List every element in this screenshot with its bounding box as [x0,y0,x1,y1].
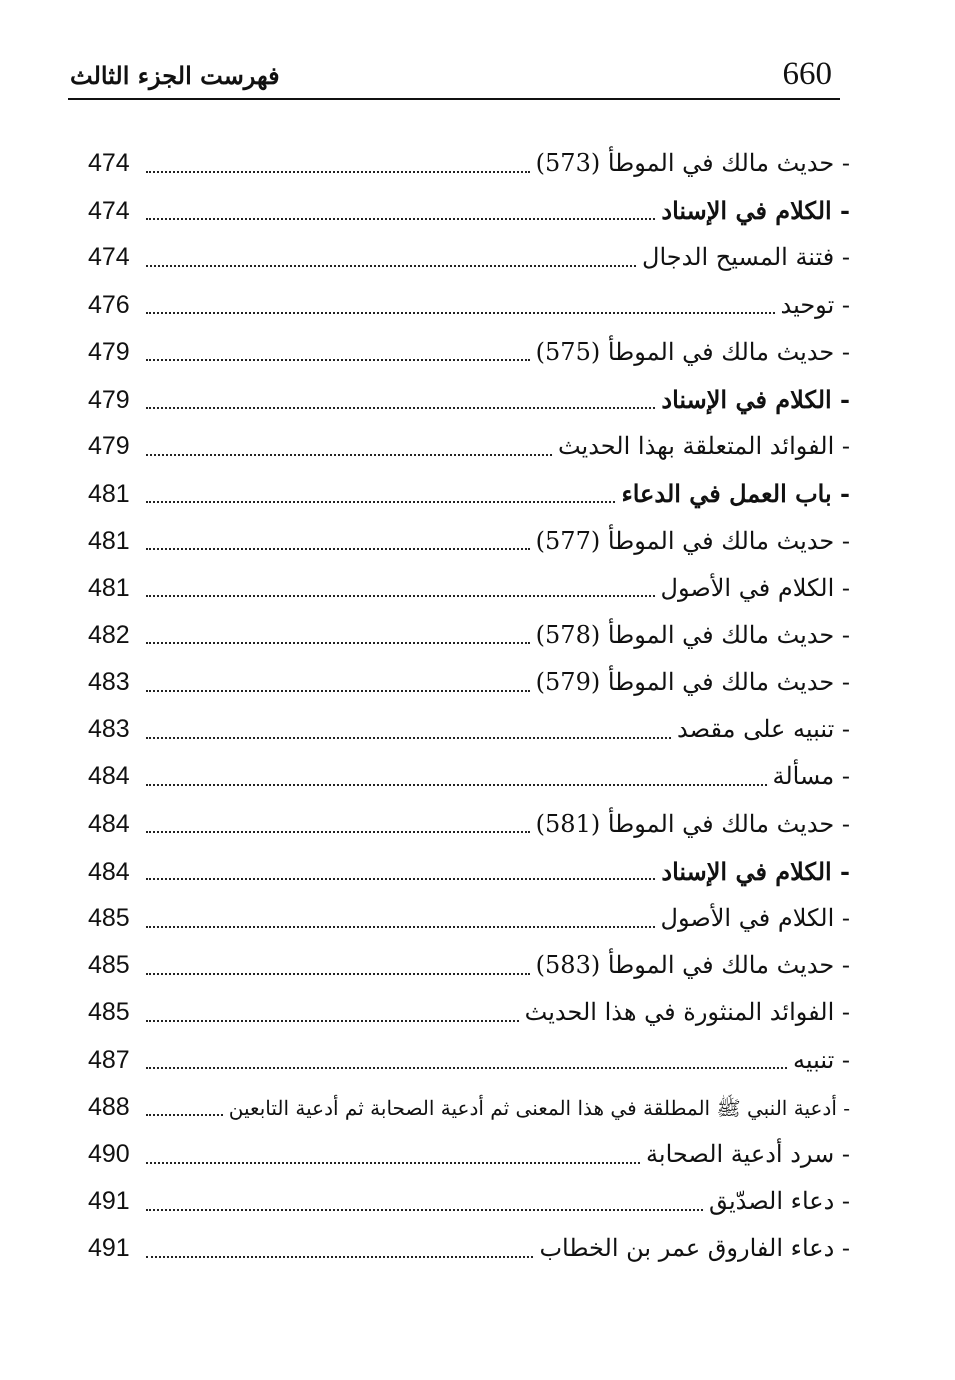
toc-entry-title: - الكلام في الأصول [660,573,850,602]
toc-entry-page: 485 [88,998,130,1027]
toc-entry-title: - الكلام في الأصول [660,904,850,932]
toc-entry-title: - الكلام في الإسناد [661,196,850,226]
dot-leader [146,218,655,220]
toc-entry [88,989,850,1036]
toc-entry [88,801,850,848]
dot-leader [146,737,671,739]
toc-entry-page: 485 [88,951,130,980]
toc-entry-page: 484 [88,809,130,838]
toc-entry-page: 484 [88,857,130,886]
toc-entry-title: - حديث مالك في الموطأ (578) [535,620,850,649]
toc-entry-title: - دعاء الصدّيق [708,1187,850,1216]
toc-entry [88,565,850,612]
toc-entry-title: - الفوائد المتعلقة بهذا الحديث [557,432,850,461]
toc-entry [88,423,850,470]
toc-entry [88,282,850,329]
dot-leader [146,501,615,503]
dot-leader [146,1114,223,1116]
dot-leader [146,1162,640,1164]
toc-entry-title: - الفوائد المنثورة في هذا الحديث [524,998,850,1027]
toc-entry-page: 490 [88,1139,130,1168]
dot-leader [146,1020,519,1022]
toc-entry [88,470,850,517]
toc-entry [88,187,850,234]
toc-entry-title: - الكلام في الإسناد [661,856,850,886]
page-number: 660 [782,56,832,92]
toc-entry-page: 488 [88,1092,130,1121]
dot-leader [146,926,655,928]
toc-entry [88,1225,850,1272]
toc-entry [88,518,850,565]
toc-entry-title: - فتنة المسيح الدجال [642,243,850,272]
dot-leader [146,407,655,409]
toc-entry-page: 483 [88,715,130,744]
dot-leader [146,1067,787,1069]
toc-entry-title: - حديث مالك في الموطأ (579) [535,668,850,697]
toc-entry-page: 482 [88,620,130,649]
toc-entry-page: 483 [88,668,130,697]
toc-entry [88,234,850,281]
dot-leader [146,690,530,692]
dot-leader [146,973,530,975]
page-header [68,48,840,100]
dot-leader [146,595,655,597]
toc-entry-title: - سرد أدعية الصحابة [646,1139,850,1168]
table-of-contents [88,140,850,1273]
toc-entry-title: - توحيد [780,290,850,319]
toc-entry [88,942,850,989]
toc-entry-title: - حديث مالك في الموطأ (583) [535,951,850,980]
toc-entry [88,895,850,942]
toc-entry-title: - حديث مالك في الموطأ (581) [535,809,850,838]
toc-entry [88,376,850,423]
toc-entry-page: 476 [88,290,130,319]
dot-leader [146,642,530,644]
toc-entry-title: - مسألة [772,762,850,791]
toc-entry [88,848,850,895]
dot-leader [146,878,655,880]
toc-entry [88,140,850,187]
dot-leader [146,784,767,786]
dot-leader [146,171,530,173]
toc-entry-page: 481 [88,480,130,509]
toc-entry-page: 474 [88,149,130,177]
toc-entry-page: 479 [88,432,130,461]
toc-entry [88,1037,850,1084]
toc-entry-title: - الكلام في الإسناد [661,384,850,414]
toc-entry-page: 481 [88,526,130,555]
dot-leader [146,454,552,456]
toc-entry-title: - تنبيه [792,1045,850,1074]
toc-entry-page: 485 [88,904,130,932]
toc-entry-title: - تنبيه على مقصد [677,715,850,744]
toc-entry-page: 479 [88,337,130,366]
dot-leader [146,312,775,314]
toc-entry-title: - حديث مالك في الموطأ (575) [535,337,850,366]
dot-leader [146,1209,703,1211]
dot-leader [146,1256,533,1258]
toc-entry-title: - حديث مالك في الموطأ (577) [535,526,850,555]
dot-leader [146,359,530,361]
toc-entry-title: - باب العمل في الدعاء [621,479,850,509]
toc-entry [88,753,850,800]
toc-entry [88,659,850,706]
toc-entry [88,1178,850,1225]
toc-entry [88,1084,850,1131]
toc-entry-title: - أدعية النبي ﷺ المطلقة في هذا المعنى ثم أدعية الصحابة ثم أدعية التابعين [228,1095,850,1120]
running-title: فهرست الجزء الثالث [70,61,280,90]
toc-entry [88,1131,850,1178]
toc-entry [88,612,850,659]
toc-entry-page: 487 [88,1045,130,1074]
toc-entry-page: 491 [88,1234,130,1263]
toc-entry-title: - حديث مالك في الموطأ (573) [535,149,850,177]
toc-entry-page: 484 [88,762,130,791]
toc-entry-title: - دعاء الفاروق عمر بن الخطاب [539,1234,850,1263]
toc-entry [88,706,850,753]
toc-entry-page: 481 [88,573,130,602]
dot-leader [146,265,636,267]
toc-entry-page: 474 [88,243,130,272]
toc-entry-page: 474 [88,197,130,226]
toc-entry-page: 479 [88,385,130,414]
toc-entry [88,329,850,376]
dot-leader [146,548,530,550]
dot-leader [146,831,530,833]
toc-entry-page: 491 [88,1187,130,1216]
